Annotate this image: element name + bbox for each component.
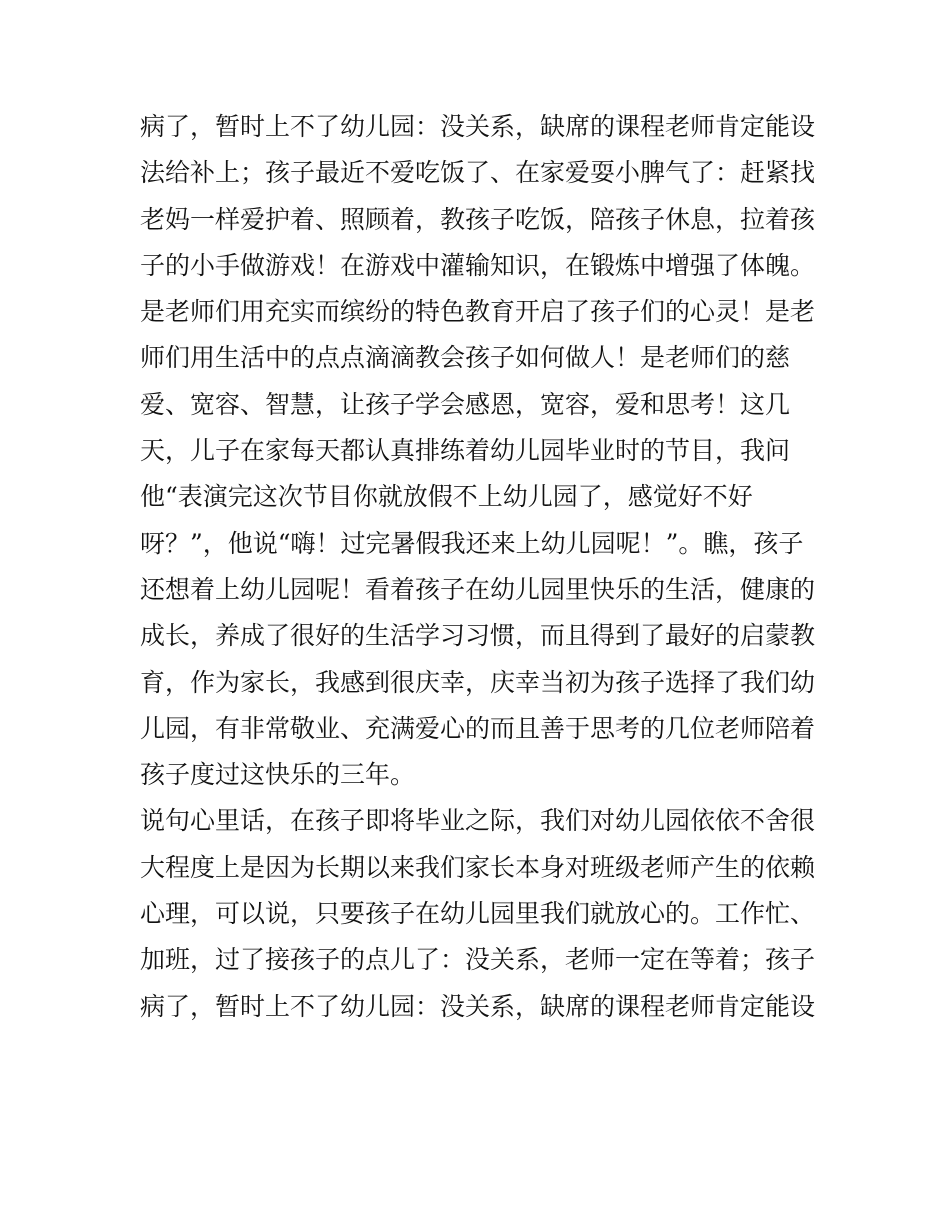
text-line: 师们用生活中的点点滴滴教会孩子如何做人！是老师们的慈 xyxy=(140,343,791,373)
text-line: 儿园，有非常敬业、充满爱心的而且善于思考的几位老师陪着 xyxy=(140,713,816,743)
text-line: 是老师们用充实而缤纷的特色教育开启了孩子们的心灵！是老 xyxy=(140,297,816,327)
text-line: 病了，暂时上不了幼儿园：没关系，缺席的课程老师肯定能设 xyxy=(140,112,816,141)
text-line: 还想着上幼儿园呢！看着孩子在幼儿园里快乐的生活，健康的 xyxy=(140,574,816,604)
text-line: 育，作为家长，我感到很庆幸，庆幸当初为孩子选择了我们幼 xyxy=(140,667,816,697)
text-line: 成长，养成了很好的生活学习习惯，而且得到了最好的启蒙教 xyxy=(140,621,816,651)
text-line: 天，儿子在家每天都认真排练着幼儿园毕业时的节目，我问 xyxy=(140,436,791,466)
text-line: 病了，暂时上不了幼儿园：没关系，缺席的课程老师肯定能设 xyxy=(140,991,816,1021)
body-text xyxy=(140,104,820,1030)
text-line: 他“表演完这次节目你就放假不上幼儿园了，感觉好不好 xyxy=(140,482,753,512)
text-line: 大程度上是因为长期以来我们家长本身对班级老师产生的依赖 xyxy=(140,852,816,882)
text-line: 说句心里话，在孩子即将毕业之际，我们对幼儿园依依不舍很 xyxy=(140,806,816,836)
text-line: 老妈一样爱护着、照顾着，教孩子吃饭，陪孩子休息，拉着孩 xyxy=(140,204,816,234)
text-line: 子的小手做游戏！在游戏中灌输知识，在锻炼中增强了体魄。 xyxy=(140,250,816,280)
text-line: 加班，过了接孩子的点儿了：没关系，老师一定在等着；孩子 xyxy=(140,945,816,975)
text-line: 孩子度过这快乐的三年。 xyxy=(140,760,416,790)
text-line: 法给补上；孩子最近不爱吃饭了、在家爱耍小脾气了：赶紧找 xyxy=(140,158,816,188)
text-line: 爱、宽容、智慧，让孩子学会感恩，宽容，爱和思考！这几 xyxy=(140,389,791,419)
text-line: 心理，可以说，只要孩子在幼儿园里我们就放心的。工作忙、 xyxy=(140,899,816,929)
text-line: 呀？”，他说“嗨！过完暑假我还来上幼儿园呢！”。瞧，孩子 xyxy=(140,528,804,558)
